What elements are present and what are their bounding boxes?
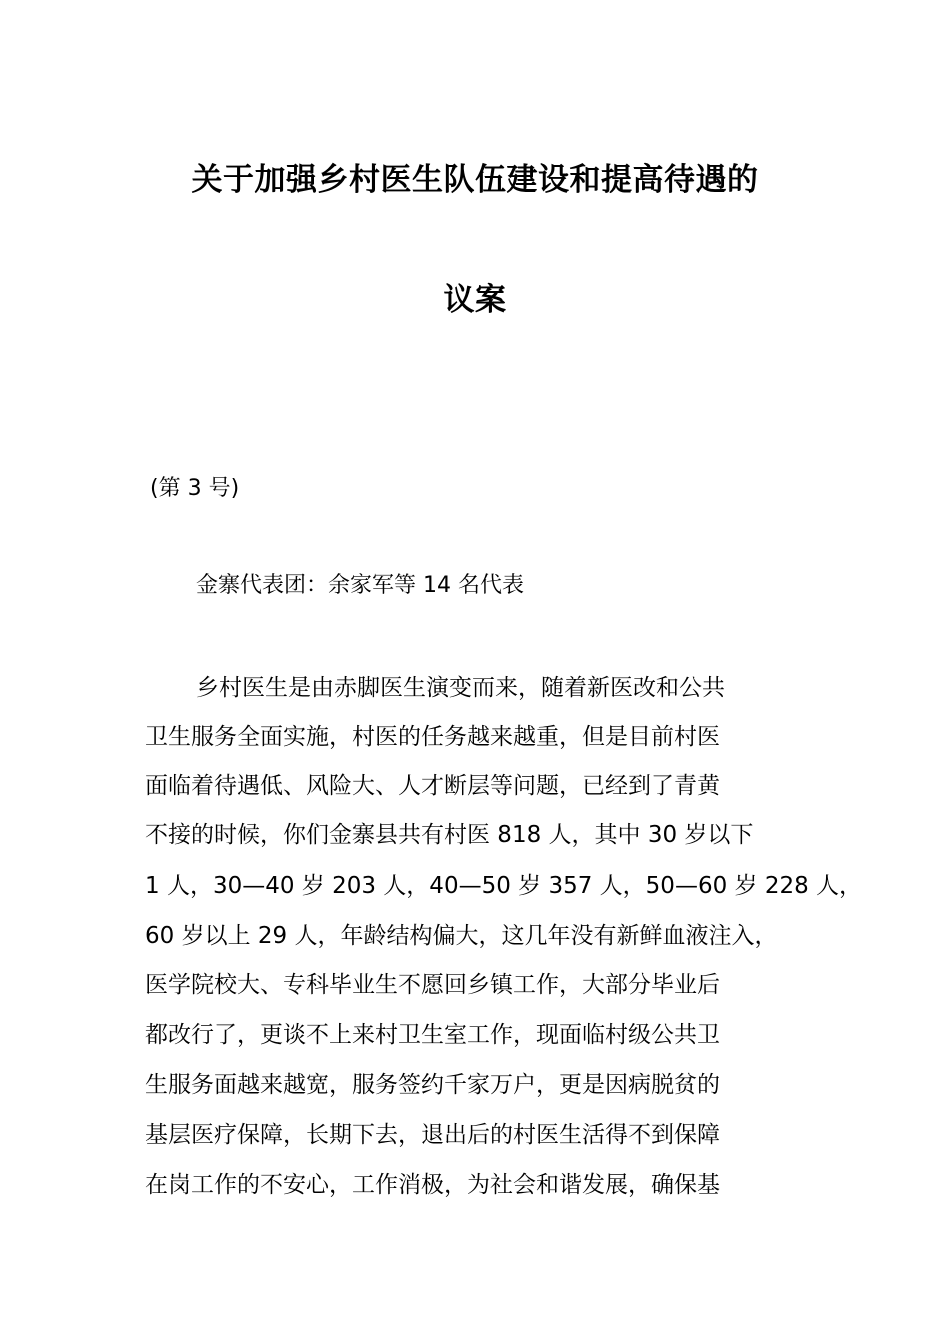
body-paragraph-line: 乡村医生是由赤脚医生演变而来，随着新医改和公共 <box>196 675 725 701</box>
proposal-number: (第 3 号) <box>150 476 240 501</box>
body-paragraph-line: 基层医疗保障，长期下去，退出后的村医生活得不到保障 <box>145 1122 720 1148</box>
body-paragraph-line: 生服务面越来越宽，服务签约千家万户，更是因病脱贫的 <box>145 1072 720 1098</box>
delegation-line: 金寨代表团：余家军等 14 名代表 <box>196 573 524 598</box>
body-paragraph-line: 面临着待遇低、风险大、人才断层等问题，已经到了青黄 <box>145 773 720 799</box>
document-title-line-2: 议案 <box>443 282 507 318</box>
document-title-line-1: 关于加强乡村医生队伍建设和提高待遇的 <box>191 162 759 198</box>
body-paragraph-line: 都改行了，更谈不上来村卫生室工作，现面临村级公共卫 <box>145 1022 720 1048</box>
body-paragraph-line: 卫生服务全面实施，村医的任务越来越重，但是目前村医 <box>145 724 720 750</box>
body-paragraph-line: 不接的时候，你们金寨县共有村医 818 人，其中 30 岁以下 <box>145 822 754 848</box>
body-paragraph-line: 1 人，30—40 岁 203 人，40—50 岁 357 人，50—60 岁 228 人， <box>145 873 863 899</box>
body-paragraph-line: 60 岁以上 29 人，年龄结构偏大，这几年没有新鲜血液注入， <box>145 923 778 949</box>
body-paragraph-line: 在岗工作的不安心，工作消极，为社会和谐发展，确保基 <box>145 1172 720 1198</box>
body-paragraph-line: 医学院校大、专科毕业生不愿回乡镇工作，大部分毕业后 <box>145 972 720 998</box>
